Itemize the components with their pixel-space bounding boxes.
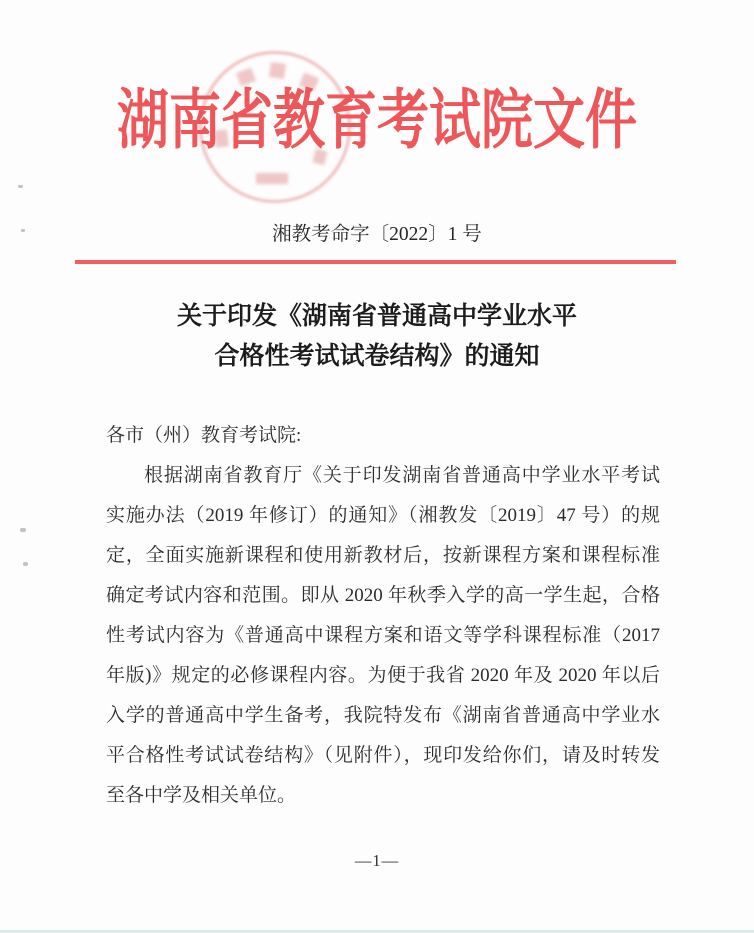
seal-mark: [269, 62, 286, 79]
body-line: 平合格性考试试卷结构》（见附件），现印发给你们，请及时转发: [106, 745, 660, 766]
subject-line-1: 关于印发《湖南省普通高中学业水平: [176, 303, 577, 330]
seal-mark: [256, 173, 288, 184]
body-line: 至各中学及相关单位。: [106, 785, 297, 806]
red-divider-line: [75, 260, 676, 264]
body-line: 根据湖南省教育厅《关于印发湖南省普通高中学业水平考试: [144, 465, 660, 486]
subject-title: [0, 297, 754, 377]
document-number: 湘教考命字〔2022〕1 号: [272, 224, 482, 245]
body-line: 定，全面实施新课程和使用新教材后，按新课程方案和课程标准: [106, 545, 660, 566]
body-line: 确定考试内容和范围。即从 2020 年秋季入学的高一学生起，合格: [106, 585, 660, 606]
body-text: [106, 416, 660, 816]
salutation: 各市（州）教育考试院:: [106, 425, 302, 446]
body-line: 性考试内容为《普通高中课程方案和语文等学科课程标准（2017: [106, 625, 660, 646]
seal-mark: [236, 68, 256, 87]
body-line: 年版)》规定的必修课程内容。为便于我省 2020 年及 2020 年以后: [106, 665, 660, 686]
body-line: 入学的普通高中学生备考，我院特发布《湖南省普通高中学业水: [106, 705, 660, 726]
subject-line-2: 合格性考试试卷结构》的通知: [214, 343, 540, 370]
letterhead-title: 湖南省教育考试院文件: [116, 85, 637, 157]
scan-speck: [23, 562, 28, 566]
page-number: —1—: [354, 851, 400, 870]
scan-speck: [20, 528, 26, 532]
scan-speck: [18, 185, 23, 188]
body-line: 实施办法（2019 年修订）的通知》（湘教发〔2019〕47 号）的规: [106, 505, 660, 526]
